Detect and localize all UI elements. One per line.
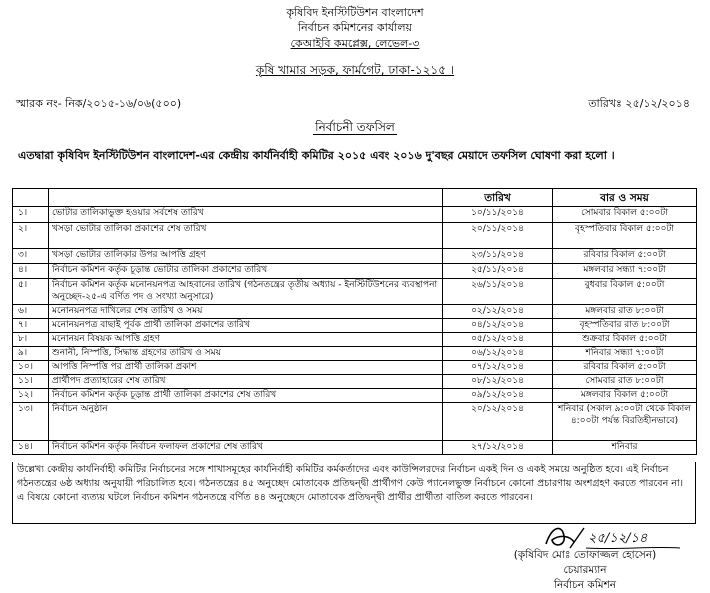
row-date: ০৫/১২/২০১৪	[443, 333, 553, 347]
row-num: ১২।	[13, 389, 49, 403]
row-event: নির্বাচন কমিশন কর্তৃক মনোনয়নপত্র আহবানের তারিখ (গঠনতন্ত্রের তৃতীয় অধ্যায় - ইনস্টিটিউশনের ব্যবস্থাপনা অনুচ্ছেদ-২৫-এ বর্ণিত পদ ও সংখ্যা অনুসারে)	[49, 279, 443, 305]
notice-paragraph: উল্লেখ্য কেন্দ্রীয় কার্যনির্বাহী কমিটির নির্বাচনের সঙ্গে শাখাসমূহের কার্যনির্বাহী কমিটির কর্মকর্তাদের এবং কাউন্সিলরদের নির্বাচন একই দিন ও একই সময়ে অনুষ্ঠিত হবে। এই নির্বাচন গঠনতন্ত্রের ৬ষ্ঠ অধ্যায় অনুযায়ী পরিচালিত হবে। গঠনতন্ত্রের ৪৫ অনুচ্ছেদ মোতাবেক প্রতিদ্বন্দ্বী প্রার্থীগণ কেউ প্যানেলভুক্ত নির্বাচনে কোনো প্রচারণায় অংশগ্রহণ করতে পারবেন না। এ বিষয়ে কোনো ব্যত্যয় ঘটলে নির্বাচন কমিশন গঠনতন্ত্রে বর্ণিত ৪৪ অনুচ্ছেদে মোতাবেক প্রতিদ্বন্দ্বী প্রার্থীর প্রার্থীতা বাতিল করতে পারবেন।	[12, 462, 696, 524]
row-event: ভোটার তালিকাভুক্ত হওয়ার সর্বশেষ তারিখ	[49, 207, 443, 223]
header-time: বার ও সময়	[553, 189, 697, 207]
schedule-title-text: নির্বাচনী তফসিল	[315, 120, 395, 134]
row-num: ৩।	[13, 249, 49, 264]
row-time: শনিবার	[553, 441, 697, 455]
row-num: ১১।	[13, 375, 49, 389]
office-address	[0, 63, 710, 77]
row-event: প্রার্থীপদ প্রত্যাহারের শেষ তারিখ	[49, 375, 443, 389]
row-num: ৪।	[13, 264, 49, 279]
table-row	[13, 441, 697, 455]
signatory-title: চেয়ারম্যান	[563, 564, 607, 576]
row-date: ২৬/১১/২০১৪	[443, 279, 553, 305]
row-event: নির্বাচন কমিশন কর্তৃক নির্বাচন ফলাফল প্রকাশের শেষ তারিখ	[49, 441, 443, 455]
row-event: খসড়া ভোটার তালিকা প্রকাশের শেষ তারিখ	[49, 223, 443, 249]
row-num: ২।	[13, 223, 49, 249]
signatory-block	[460, 548, 710, 593]
signature-date-scrawl: ২৫/১২/১৪	[588, 531, 648, 546]
table-row	[13, 347, 697, 361]
row-event: খসড়া ভোটার তালিকার উপর আপত্তি গ্রহণ	[49, 249, 443, 264]
row-num: ৬।	[13, 305, 49, 319]
row-time: মঙ্গলবার রাত ৮:০০টা	[553, 305, 697, 319]
row-date: ২৩/১১/২০১৪	[443, 249, 553, 264]
signature-slash	[570, 528, 584, 548]
row-date: ০৭/১২/২০১৪	[443, 361, 553, 375]
row-time: রবিবার বিকাল ৫:০০টা	[553, 249, 697, 264]
table-row	[13, 319, 697, 333]
row-event: শুনানী, নিস্পত্তি, সিদ্ধান্ত গ্রহণের তারিখ ও সময়	[49, 347, 443, 361]
row-num: ১০।	[13, 361, 49, 375]
signatory-name: (কৃষিবিদ মোঃ তোফাজ্জল হোসেন)	[513, 549, 657, 561]
office-name: নির্বাচন কমিশনের কার্যালয়	[297, 21, 413, 34]
table-row	[13, 361, 697, 375]
row-num: ১৪।	[13, 441, 49, 455]
signature-stroke	[546, 528, 574, 545]
table-row	[13, 264, 697, 279]
row-time: সোমবার রাত ৮:০০টা	[553, 375, 697, 389]
row-num: ৭।	[13, 319, 49, 333]
row-event: মনোনয়ন বিষয়ক আপত্তি গ্রহণ	[49, 333, 443, 347]
header-num	[13, 189, 49, 207]
row-date: ২৭/১২/২০১৪	[443, 441, 553, 455]
table-row	[13, 375, 697, 389]
row-date: ০৯/১২/২০১৪	[443, 389, 553, 403]
table-row	[13, 389, 697, 403]
row-event: মনোনয়নপত্র বাছাই পূর্বক প্রার্থী তালিকা প্রকাশের তারিখ	[49, 319, 443, 333]
row-date: ০৪/১২/২০১৪	[443, 319, 553, 333]
table-header-row	[13, 189, 697, 207]
row-event: আপত্তি নিস্পত্তি পর প্রার্থী তালিকা প্রকাশ	[49, 361, 443, 375]
table-row	[13, 333, 697, 347]
row-event: নির্বাচন কমিশন কর্তৃক চূড়ান্ত ভোটার তালিকা প্রকাশের তারিখ	[49, 264, 443, 279]
row-date: ২০/১২/২০১৪	[443, 403, 553, 441]
row-time: বৃহস্পতিবার বিকাল ৫:০০টা	[553, 223, 697, 249]
table-row	[13, 249, 697, 264]
memo-date: তারিখঃ ২৫/১২/২০১৪	[588, 97, 690, 110]
row-date: ১০/১১/২০১৪	[443, 207, 553, 223]
row-event: নির্বাচন অনুষ্ঠান	[49, 403, 443, 441]
row-time: বৃহস্পতিবার রাত ৮:০০টা	[553, 319, 697, 333]
row-time: শুক্রবার বিকাল ৫:০০টা	[553, 333, 697, 347]
schedule-title	[0, 119, 710, 139]
table-row	[13, 403, 697, 441]
row-date: ০৬/১২/২০১৪	[443, 347, 553, 361]
row-num: ১৩।	[13, 403, 49, 441]
header-event	[49, 189, 443, 207]
row-time: মঙ্গলবার বিকাল ৫:০০টা	[553, 389, 697, 403]
row-date: ০৮/১২/২০১৪	[443, 375, 553, 389]
row-date: ০২/১২/২০১৪	[443, 305, 553, 319]
table-row	[13, 305, 697, 319]
intro-paragraph: এতদ্বারা কৃষিবিদ ইনস্টিটিউশন বাংলাদেশ-এর কেন্দ্রীয় কার্যনির্বাহী কমিটির ২০১৫ এবং ২০১৬ দু'বছর মেয়াদে তফসিল ঘোষণা করা হলো ।	[18, 149, 615, 162]
complex-name	[0, 37, 710, 51]
row-time: রবিবার বিকাল ৫:০০টা	[553, 361, 697, 375]
signatory-body: নির্বাচন কমিশন	[553, 579, 617, 591]
schedule-table	[12, 188, 697, 455]
row-num: ৯।	[13, 347, 49, 361]
table-row	[13, 207, 697, 223]
row-num: ৮।	[13, 333, 49, 347]
header-date: তারিখ	[443, 189, 553, 207]
row-num: ১।	[13, 207, 49, 223]
memo-reference: স্মারক নং- নিক/২০১৫-১৬/০৬(৫০০)	[16, 97, 182, 110]
office-address-text: কৃষি খামার সড়ক, ফার্মগেট, ঢাকা-১২১৫ ।	[255, 63, 455, 77]
row-event: মনোনয়নপত্র দাখিলের শেষ তারিখ ও সময়	[49, 305, 443, 319]
table-row	[13, 223, 697, 249]
row-time: শনিবার (সকাল ৯:০০টা থেকে বিকাল ৪:০০টা পর্যন্ত বিরতিহীনভাবে)	[553, 403, 697, 441]
org-name: কৃষিবিদ ইনস্টিটিউশন বাংলাদেশ	[286, 6, 424, 19]
row-time: বুধবার বিকাল ৫:০০টা	[553, 279, 697, 305]
row-time: শনিবার সন্ধ্যা ৭:০০টা	[553, 347, 697, 361]
table-row	[13, 279, 697, 305]
row-num: ৫।	[13, 279, 49, 305]
row-date: ২৫/১১/২০১৪	[443, 264, 553, 279]
row-date: ২০/১১/২০১৪	[443, 223, 553, 249]
row-event: নির্বাচন কমিশন কর্তৃক চূড়ান্ত প্রার্থী তালিকা প্রকাশের শেষ তারিখ	[49, 389, 443, 403]
complex-name-text: কেআইবি কমপ্লেক্স, লেভেল-৩	[290, 37, 420, 50]
row-time: সোমবার বিকাল ৫:০০টা	[553, 207, 697, 223]
row-time: মঙ্গলবার সন্ধ্যা ৭:০০টা	[553, 264, 697, 279]
